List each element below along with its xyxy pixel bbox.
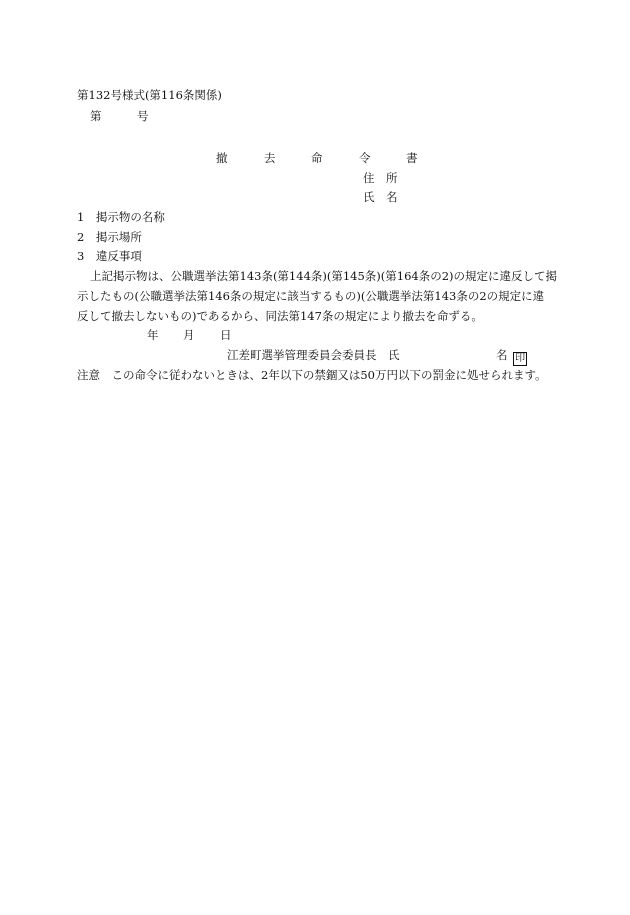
name-label: 氏 名	[363, 190, 398, 204]
body-line: 反して撤去しないもの)であるから、同法第147条の規定により撤去を命ずる。	[77, 309, 483, 323]
date-year: 年	[147, 328, 159, 342]
form-number: 第132号様式(第116条関係)	[77, 88, 222, 102]
title-char: 令	[359, 151, 371, 165]
number-prefix: 第	[90, 109, 102, 123]
note: 注意 この命令に従わないときは、2年以下の禁錮又は50万円以下の罰金に処せられます。	[77, 368, 547, 382]
date-day: 日	[220, 328, 232, 342]
item-object-name: 1 掲示物の名称	[77, 210, 165, 224]
title-char: 命	[311, 151, 323, 165]
item-location: 2 掲示場所	[77, 230, 142, 244]
seal-mark: 印	[515, 353, 526, 364]
address-label: 住 所	[363, 171, 398, 185]
body-line: 示したもの(公職選挙法第146条の規定に該当するもの)(公職選挙法第143条の2の規定に違	[77, 289, 545, 303]
number-suffix: 号	[137, 109, 149, 123]
date-month: 月	[183, 328, 195, 342]
issuer: 江差町選挙管理委員会委員長 氏	[227, 348, 400, 362]
title-char: 撤	[216, 151, 228, 165]
issuer-name-char: 名	[496, 348, 508, 362]
item-violation: 3 違反事項	[77, 249, 142, 263]
body-line: 上記掲示物は、公職選挙法第143条(第144条)(第145条)(第164条の2)の規定に違反して掲	[90, 269, 558, 283]
title-char: 去	[264, 151, 276, 165]
issuer-name-suffix	[496, 348, 527, 366]
title-char: 書	[406, 151, 418, 165]
